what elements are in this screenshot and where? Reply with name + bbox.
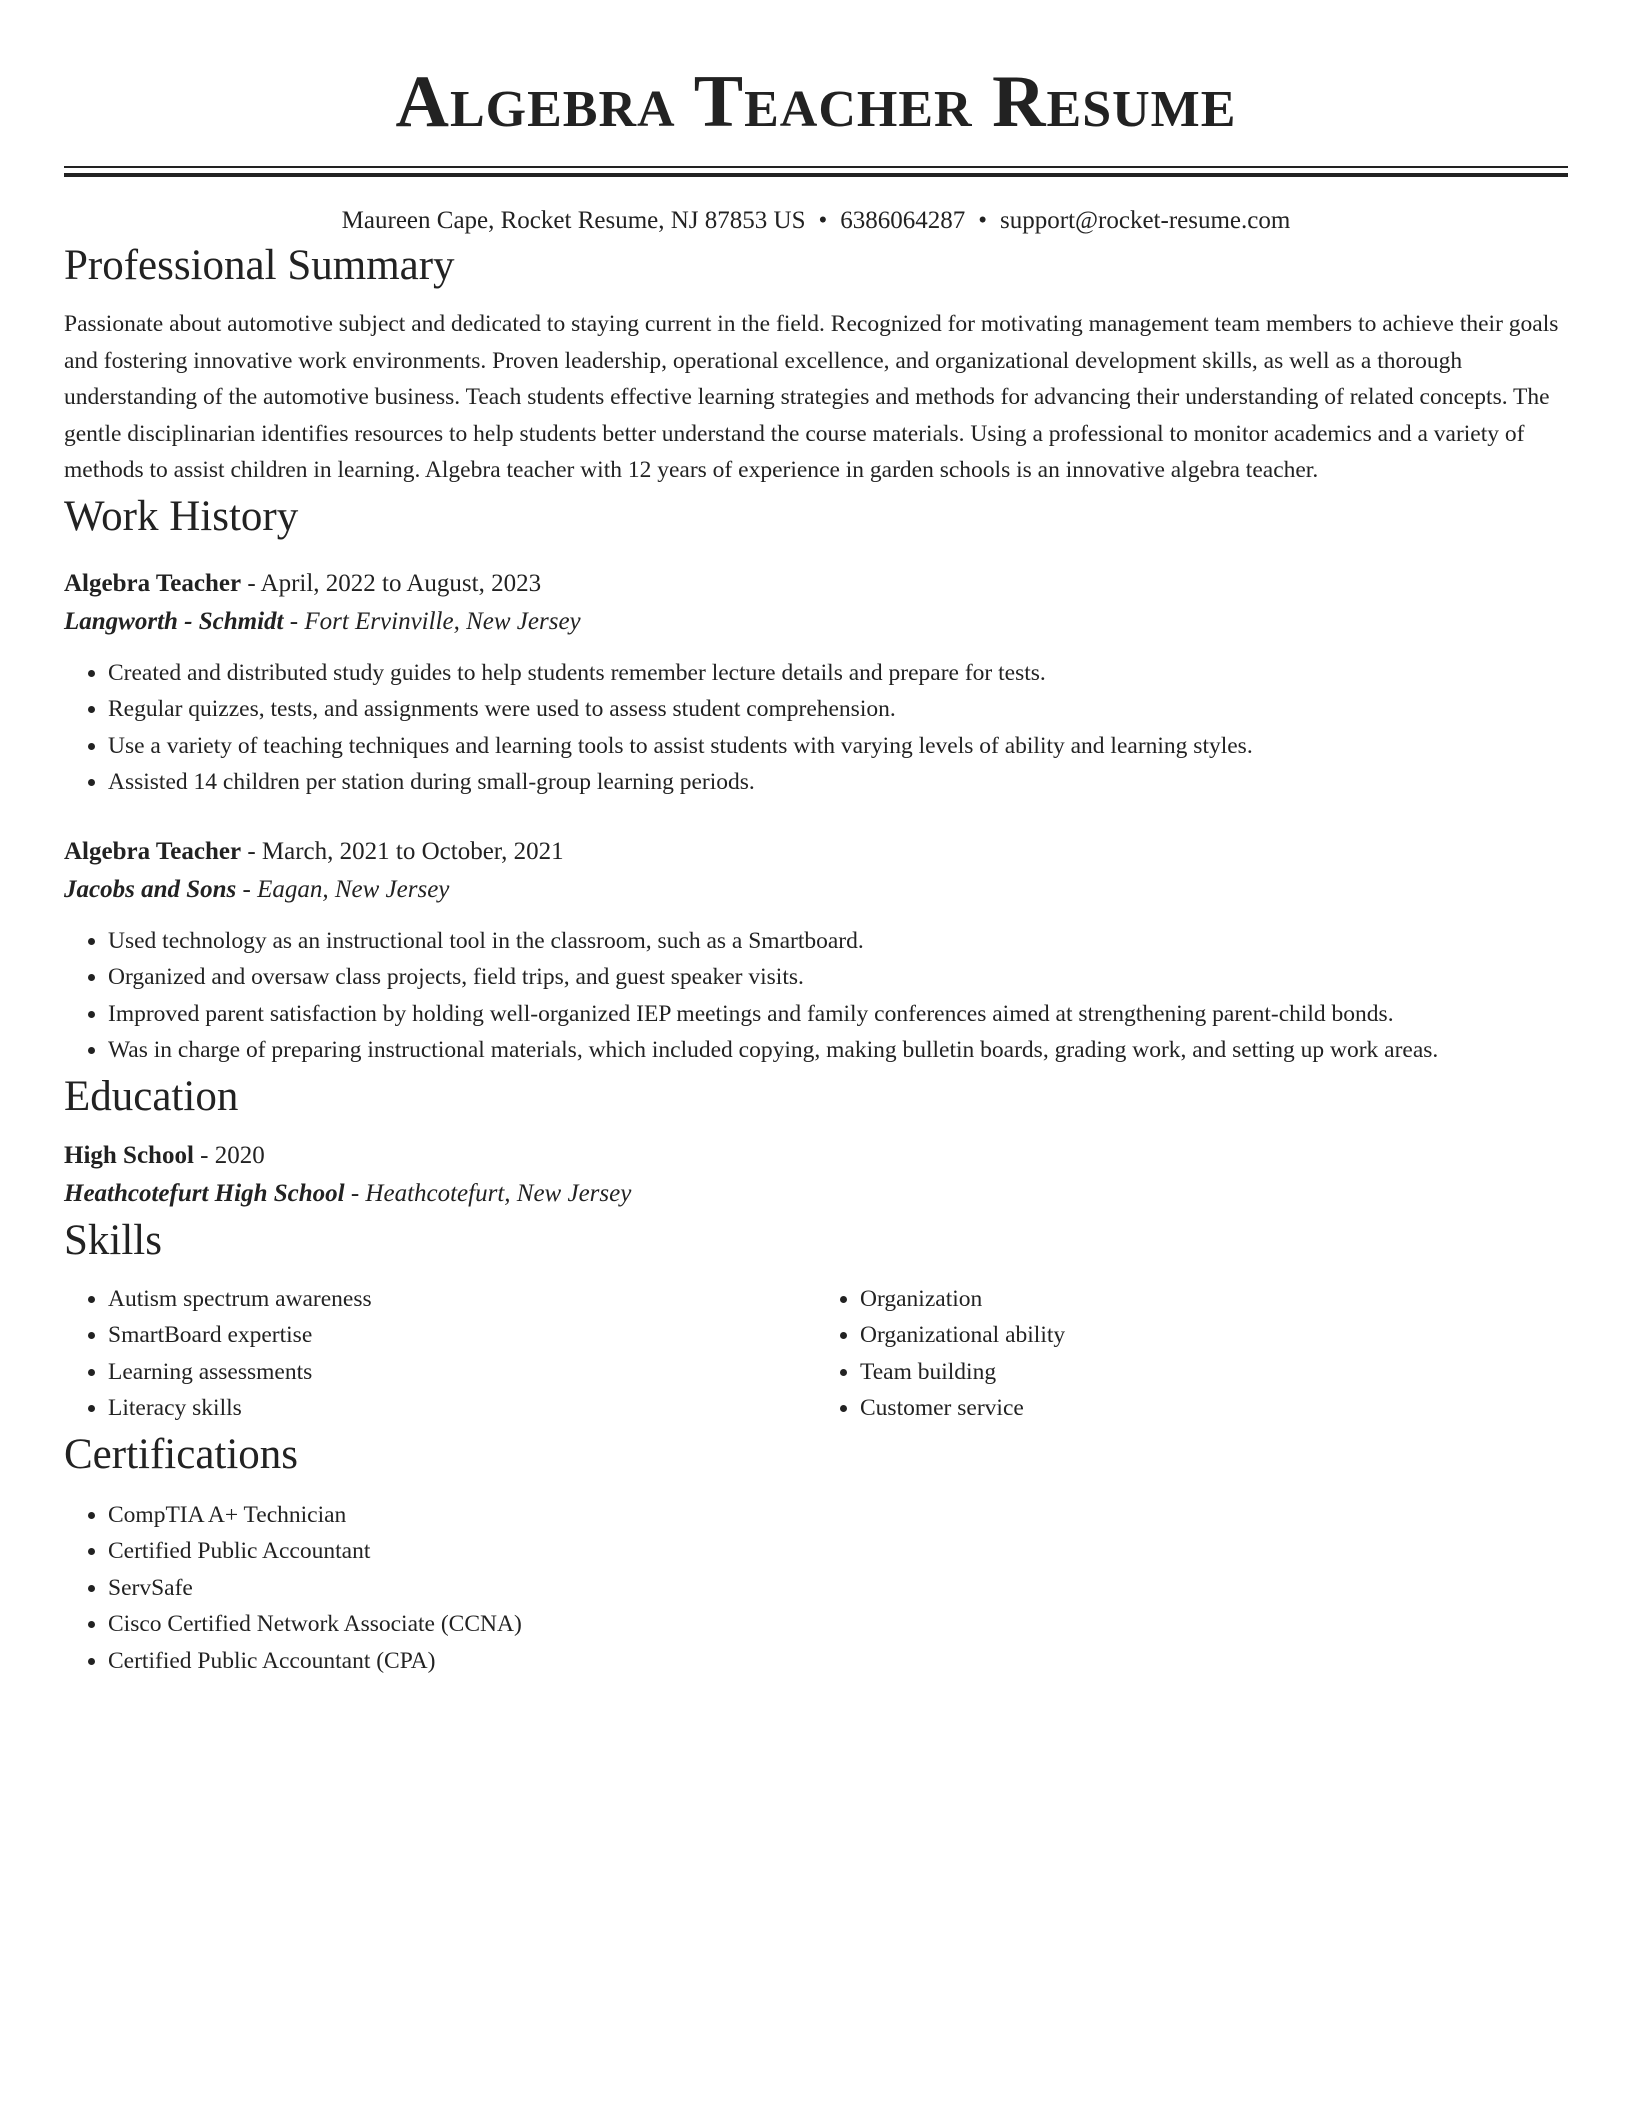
summary-heading: Professional Summary — [64, 242, 455, 289]
list-item: • Was in charge of preparing instructional materials, which included copying, making bulletin boards, grading work, and setting up work areas. — [108, 1032, 1568, 1069]
list-item: • Improved parent satisfaction by holding well-organized IEP meetings and family conferences aimed at strengthening parent-child bonds. — [108, 996, 1568, 1033]
list-item: • Organized and oversaw class projects, field trips, and guest speaker visits. — [108, 959, 1568, 996]
list-item: • Assisted 14 children per station during small-group learning periods. — [108, 764, 1568, 801]
skills-column-right — [816, 1281, 1568, 1427]
job-entry — [64, 833, 1568, 1069]
degree-year: - 2020 — [193, 1141, 265, 1169]
list-item: • Regular quizzes, tests, and assignments were used to assess student comprehension. — [108, 691, 1568, 728]
job-bullets — [64, 923, 1568, 1069]
job-dates: - April, 2022 to August, 2023 — [241, 569, 542, 597]
school-name: Heathcotefurt High School — [64, 1179, 345, 1207]
employer-line — [64, 871, 1568, 909]
employer-line — [64, 603, 1568, 641]
skill-item: • Organization — [860, 1281, 1568, 1318]
skills-heading: Skills — [64, 1216, 162, 1264]
employer-location: - Fort Ervinville, New Jersey — [283, 607, 581, 635]
certifications-heading: Certifications — [64, 1430, 299, 1478]
contact-line — [64, 204, 1568, 238]
certifications-list — [64, 1497, 1568, 1680]
list-item: • Used technology as an instructional tool in the classroom, such as a Smartboard. — [108, 923, 1568, 960]
contact-email: support@rocket-resume.com — [1000, 207, 1291, 234]
education-entry — [64, 1137, 1568, 1213]
education-heading: Education — [64, 1072, 239, 1120]
work-history-heading: Work History — [64, 492, 299, 540]
list-item: • Use a variety of teaching techniques and learning tools to assist students with varying levels of ability and learning styles. — [108, 728, 1568, 765]
employer-location: - Eagan, New Jersey — [236, 875, 450, 903]
contact-separator: • — [978, 207, 988, 234]
job-title-line — [64, 565, 1568, 603]
job-dates: - March, 2021 to October, 2021 — [241, 837, 564, 865]
skill-item: • Customer service — [860, 1390, 1568, 1427]
job-entry — [64, 565, 1568, 801]
job-title: Algebra Teacher — [64, 837, 242, 865]
certification-item: • CompTIA A+ Technician — [108, 1497, 1568, 1534]
job-title: Algebra Teacher — [64, 569, 242, 597]
list-item: • Created and distributed study guides to help students remember lecture details and prepare for tests. — [108, 655, 1568, 692]
school-location: - Heathcotefurt, New Jersey — [344, 1179, 632, 1207]
employer-name: Jacobs and Sons — [64, 875, 237, 903]
contact-separator: • — [818, 207, 828, 234]
skill-item: • Literacy skills — [108, 1390, 816, 1427]
job-title-line — [64, 833, 1568, 871]
skill-item: • Team building — [860, 1354, 1568, 1391]
skill-item: • Organizational ability — [860, 1317, 1568, 1354]
resume-title: Algebra Teacher Resume — [395, 61, 1237, 143]
skills-column-left — [64, 1281, 816, 1427]
school-line — [64, 1175, 1568, 1213]
contact-address: Maureen Cape, Rocket Resume, NJ 87853 US — [341, 207, 806, 234]
certification-item: • ServSafe — [108, 1570, 1568, 1607]
certification-item: • Certified Public Accountant — [108, 1533, 1568, 1570]
degree-line — [64, 1137, 1568, 1175]
summary-text: Passionate about automotive subject and dedicated to staying current in the field. Recognized for motivating management team members to achieve their goals and fostering innovative work environments. Proven leadership, operational excellence, and organizational development skills, as well as a thorough understanding of the automotive business. Teach students effective learning strategies and methods for advancing their understanding of related concepts. The gentle disciplinarian identifies resources to help students better understand the course materials. Using a professional to monitor academics and a variety of methods to assist children in learning. Algebra teacher with 12 years of experience in garden schools is an innovative algebra teacher. — [64, 311, 1559, 483]
degree-name: High School — [64, 1141, 194, 1169]
certification-item: • Certified Public Accountant (CPA) — [108, 1643, 1568, 1680]
certification-item: • Cisco Certified Network Associate (CCNA) — [108, 1606, 1568, 1643]
title-double-rule — [64, 166, 1568, 177]
skill-item: • Learning assessments — [108, 1354, 816, 1391]
skill-item: • SmartBoard expertise — [108, 1317, 816, 1354]
skill-item: • Autism spectrum awareness — [108, 1281, 816, 1318]
employer-name: Langworth - Schmidt — [64, 607, 284, 635]
contact-phone: 6386064287 — [840, 207, 966, 234]
skills-grid — [64, 1281, 1568, 1427]
job-bullets — [64, 655, 1568, 801]
